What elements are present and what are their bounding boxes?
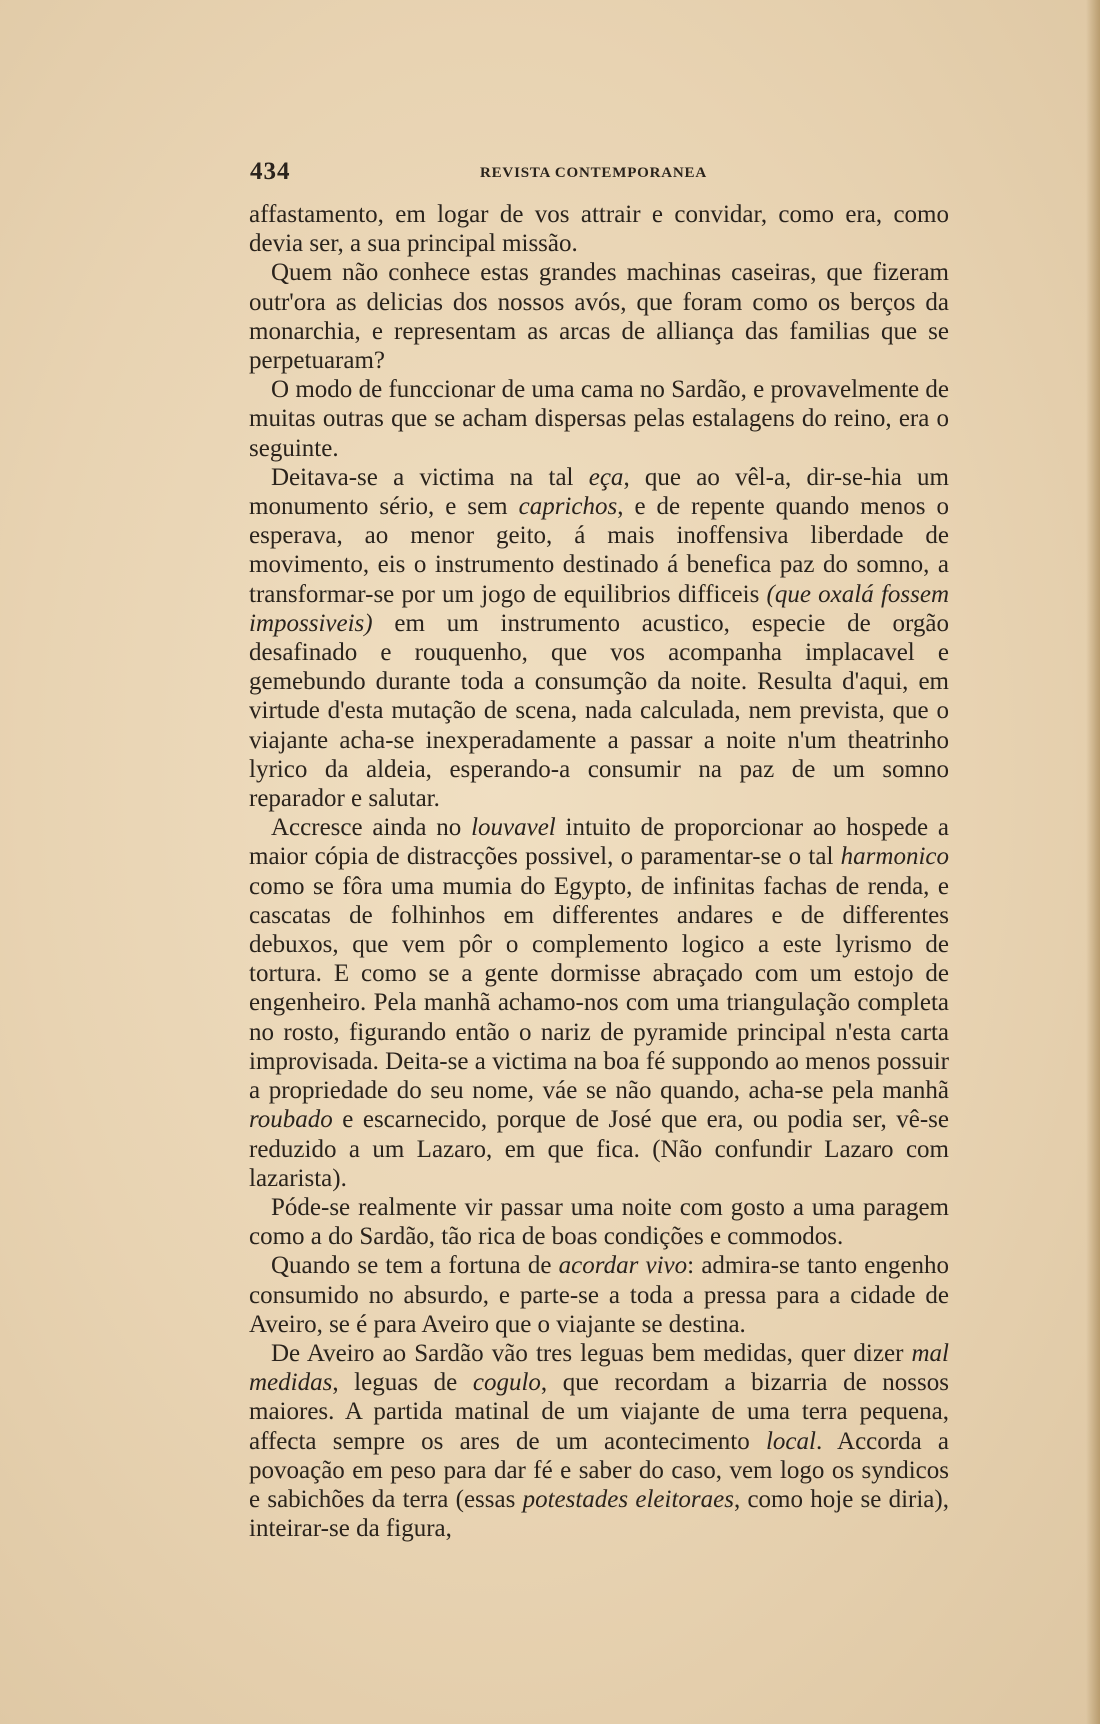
running-head: REVISTA CONTEMPORANEA (480, 165, 707, 181)
text-run: e escarnecido, porque de José que era, ou podia ser, vê-se reduzido a um Lazaro, em que fica. (Não confundir Lazaro com lazarista). (249, 1106, 949, 1192)
page-header (250, 158, 950, 188)
page-number: 434 (250, 158, 291, 185)
paragraph-2 (249, 258, 949, 375)
text-run: , e de repente quando menos o esperava, ao menor geito, á mais inoffensiva liberdade de movimento, eis o instrumento destinado á benefica paz do somno, a transformar-se por um jogo de equilibrios difficeis (249, 493, 949, 608)
paragraph-3 (249, 375, 949, 463)
body-text (249, 200, 949, 1543)
paragraph-8 (249, 1339, 949, 1543)
paragraph-1 (249, 200, 949, 258)
text-run: . Accorda a povoação em peso para dar fé e saber do caso, vem logo os syndicos e sabichões da terra (essas (249, 1427, 949, 1513)
text-run: como se fôra uma mumia do Egypto, de infinitas fachas de renda, e cascatas de folhinhos em differentes andares e de differentes debuxos, que vem pôr o complemento logico a este lyrismo de tortura. E como se a gente dormisse abraçado com um estojo de engenheiro. Pela manhã achamo-nos com uma triangulação completa no rosto, figurando então o nariz de pyramide principal n'esta carta improvisada. Deita-se a victima na boa fé suppondo ao menos possuir a propriedade do seu nome, váe se não quando, acha-se pela manhã (249, 872, 949, 1105)
text-run: De Aveiro ao Sardão vão tres leguas bem medidas, quer dizer (271, 1339, 912, 1367)
text-run: , que ao vêl-a, dir-se-hia um monumento sério, e sem (249, 463, 950, 521)
text-run: Póde-se realmente vir passar uma noite com gosto a uma paragem como a do Sardão, tão rica de boas condições e commodos. (249, 1193, 949, 1251)
text-run: em um instrumento acustico, especie de orgão desafinado e rouquenho, que vos acompanha implacavel e gemebundo durante toda a consumção da noite. Resulta d'aqui, em virtude d'esta mutação de scena, nada calculada, nem prevista, que o viajante acha-se inexperadamente a passar a noite n'um theatrinho lyrico da aldeia, esperando-a consumir na paz de um somno reparador e salutar. (249, 609, 949, 813)
paragraph-7 (249, 1251, 949, 1339)
italic-run: acordar vivo (558, 1252, 688, 1280)
text-run: : admira-se tanto engenho consumido no absurdo, e parte-se a toda a pressa para a cidade de Aveiro, se é para Aveiro que o viajante se destina. (249, 1252, 949, 1338)
paragraph-5 (249, 813, 949, 1193)
italic-run: louvavel (471, 814, 556, 842)
page-edge-shadow (1086, 0, 1100, 1724)
italic-run: caprichos (518, 493, 618, 521)
paragraph-4 (249, 463, 949, 813)
paragraph-6 (249, 1193, 949, 1251)
italic-run: harmonico (840, 843, 949, 871)
text-run: Quando se tem a fortuna de (271, 1252, 559, 1280)
italic-run: potestades eleitoraes (522, 1485, 734, 1513)
text-run: Quem não conhece estas grandes machinas caseiras, que fizeram outr'ora as delicias dos nossos avós, que foram como os berços da monarchia, e representam as arcas de alliança das familias que se perpetuaram? (249, 259, 949, 375)
text-run: Deitava-se a victima na tal (271, 463, 589, 491)
text-run: , que recordam a bizarria de nossos maiores. A partida matinal de um viajante de uma terra pequena, affecta sempre os ares de um acontecimento (249, 1369, 949, 1455)
italic-run: (que oxalá fossem impossiveis) (249, 580, 949, 637)
text-run: , como hoje se diria), inteirar-se da figura, (249, 1485, 949, 1543)
text-run: intuito de proporcionar ao hospede a maior cópia de distracções possivel, o paramentar-se o tal (249, 814, 950, 871)
text-run: O modo de funccionar de uma cama no Sardão, e provavelmente de muitas outras que se acham dispersas pelas estalagens do reino, era o seguinte. (249, 376, 949, 462)
text-run: affastamento, em logar de vos attrair e convidar, como era, como devia ser, a sua principal missão. (249, 201, 949, 258)
italic-run: eça (588, 463, 624, 491)
text-run: Accresce ainda no (271, 814, 472, 842)
italic-run: mal medidas (249, 1339, 949, 1397)
italic-run: roubado (249, 1106, 333, 1134)
text-run: , leguas de (332, 1369, 473, 1397)
italic-run: cogulo (472, 1369, 541, 1397)
italic-run: local (765, 1427, 816, 1455)
